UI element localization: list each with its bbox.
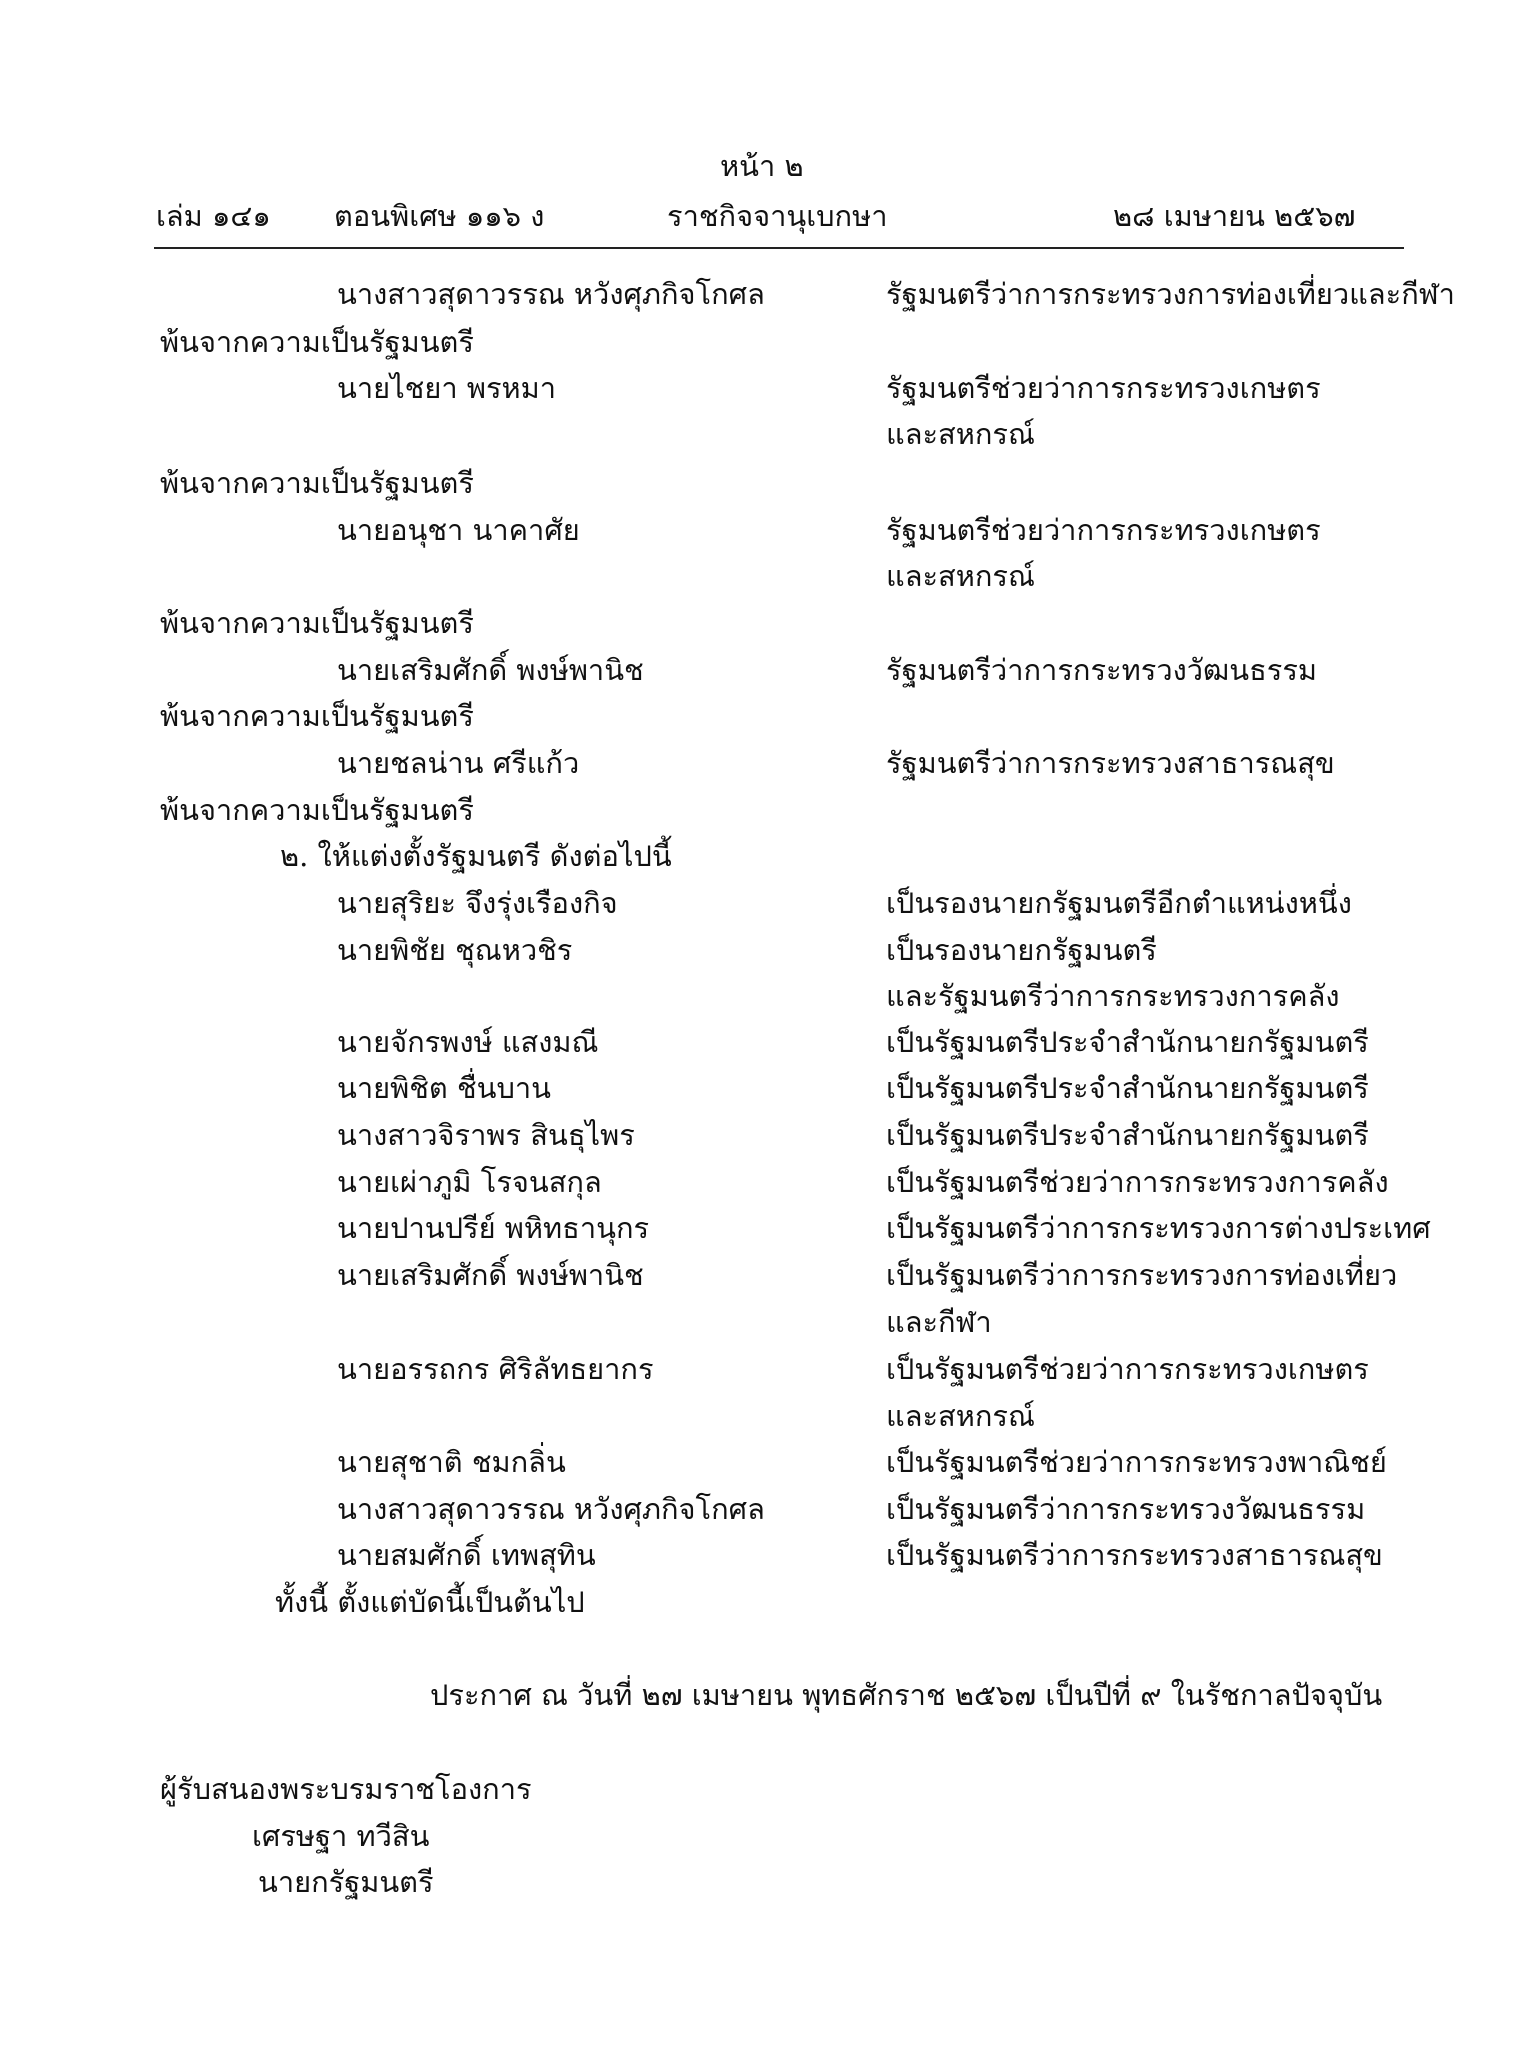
- countersign-role: นายกรัฐมนตรี: [258, 1865, 434, 1899]
- person-name: นายเสริมศักดิ์ พงษ์พานิช: [337, 1258, 644, 1292]
- person-position: เป็นรัฐมนตรีช่วยว่าการกระทรวงเกษตร: [886, 1352, 1369, 1386]
- publication-name: ราชกิจจานุเบกษา: [667, 199, 888, 233]
- person-position-cont: และสหกรณ์: [886, 1399, 1035, 1433]
- person-position: เป็นรัฐมนตรีประจำสำนักนายกรัฐมนตรี: [886, 1025, 1369, 1059]
- header-rule: [154, 247, 1404, 249]
- person-name: นายสุริยะ จึงรุ่งเรืองกิจ: [337, 886, 618, 920]
- volume: เล่ม ๑๔๑: [156, 199, 271, 233]
- person-name: นายปานปรีย์ พหิทธานุกร: [337, 1211, 650, 1245]
- person-name: นายจักรพงษ์ แสงมณี: [337, 1025, 599, 1059]
- effective-clause: ทั้งนี้ ตั้งแต่บัดนี้เป็นต้นไป: [275, 1585, 585, 1619]
- person-position-cont: และกีฬา: [886, 1305, 992, 1339]
- person-position: เป็นรัฐมนตรีว่าการกระทรวงการต่างประเทศ: [886, 1211, 1431, 1245]
- issue: ตอนพิเศษ ๑๑๖ ง: [334, 199, 545, 233]
- person-name: นายสุชาติ ชมกลิ่น: [337, 1445, 566, 1479]
- section-heading: ๒. ให้แต่งตั้งรัฐมนตรี ดังต่อไปนี้: [280, 839, 672, 873]
- person-name: นายชลน่าน ศรีแก้ว: [337, 746, 580, 780]
- person-name: นายพิชิต ชื่นบาน: [337, 1071, 551, 1105]
- person-position: รัฐมนตรีว่าการกระทรวงสาธารณสุข: [886, 746, 1335, 780]
- person-name: นายเสริมศักดิ์ พงษ์พานิช: [337, 653, 644, 687]
- publication-date: ๒๘ เมษายน ๒๕๖๗: [1113, 199, 1356, 233]
- person-position: เป็นรัฐมนตรีช่วยว่าการกระทรวงการคลัง: [886, 1165, 1389, 1199]
- person-name: นายพิชัย ชุณหวชิร: [337, 933, 573, 967]
- person-name: นางสาวสุดาวรรณ หวังศุภกิจโกศล: [337, 1492, 765, 1526]
- removal-note: พ้นจากความเป็นรัฐมนตรี: [160, 325, 474, 359]
- person-name: นายเผ่าภูมิ โรจนสกุล: [337, 1165, 602, 1199]
- person-position: รัฐมนตรีช่วยว่าการกระทรวงเกษตร: [886, 371, 1321, 405]
- person-position: รัฐมนตรีว่าการกระทรวงวัฒนธรรม: [886, 653, 1318, 687]
- person-position: เป็นรองนายกรัฐมนตรีอีกตำแหน่งหนึ่ง: [886, 886, 1352, 920]
- removal-note: พ้นจากความเป็นรัฐมนตรี: [160, 606, 474, 640]
- removal-note: พ้นจากความเป็นรัฐมนตรี: [160, 699, 474, 733]
- countersign-title: ผู้รับสนองพระบรมราชโองการ: [160, 1772, 532, 1806]
- person-position-cont: และรัฐมนตรีว่าการกระทรวงการคลัง: [886, 979, 1340, 1013]
- person-name: นายสมศักดิ์ เทพสุทิน: [337, 1538, 596, 1572]
- person-name: นางสาวจิราพร สินธุไพร: [337, 1118, 635, 1152]
- person-position: เป็นรองนายกรัฐมนตรี: [886, 933, 1157, 967]
- page-number: หน้า ๒: [720, 149, 804, 183]
- countersign-name: เศรษฐา ทวีสิน: [252, 1819, 430, 1853]
- person-position-cont: และสหกรณ์: [886, 559, 1035, 593]
- person-position: รัฐมนตรีช่วยว่าการกระทรวงเกษตร: [886, 513, 1321, 547]
- removal-note: พ้นจากความเป็นรัฐมนตรี: [160, 793, 474, 827]
- person-position: เป็นรัฐมนตรีช่วยว่าการกระทรวงพาณิชย์: [886, 1445, 1387, 1479]
- proclamation-line: ประกาศ ณ วันที่ ๒๗ เมษายน พุทธศักราช ๒๕๖๗ เป็นปีที่ ๙ ในรัชกาลปัจจุบัน: [430, 1678, 1383, 1712]
- person-name: นายอนุชา นาคาศัย: [337, 513, 580, 547]
- person-name: นายไชยา พรหมา: [337, 371, 557, 405]
- person-position: เป็นรัฐมนตรีว่าการกระทรวงการท่องเที่ยว: [886, 1258, 1398, 1292]
- removal-note: พ้นจากความเป็นรัฐมนตรี: [160, 466, 474, 500]
- person-position-cont: และสหกรณ์: [886, 417, 1035, 451]
- person-position: เป็นรัฐมนตรีประจำสำนักนายกรัฐมนตรี: [886, 1071, 1369, 1105]
- person-name: นายอรรถกร ศิริลัทธยากร: [337, 1352, 654, 1386]
- person-position: เป็นรัฐมนตรีว่าการกระทรวงวัฒนธรรม: [886, 1492, 1366, 1526]
- person-position: เป็นรัฐมนตรีว่าการกระทรวงสาธารณสุข: [886, 1538, 1383, 1572]
- person-position: เป็นรัฐมนตรีประจำสำนักนายกรัฐมนตรี: [886, 1118, 1369, 1152]
- person-name: นางสาวสุดาวรรณ หวังศุภกิจโกศล: [337, 277, 765, 311]
- person-position: รัฐมนตรีว่าการกระทรวงการท่องเที่ยวและกีฬา: [886, 277, 1455, 311]
